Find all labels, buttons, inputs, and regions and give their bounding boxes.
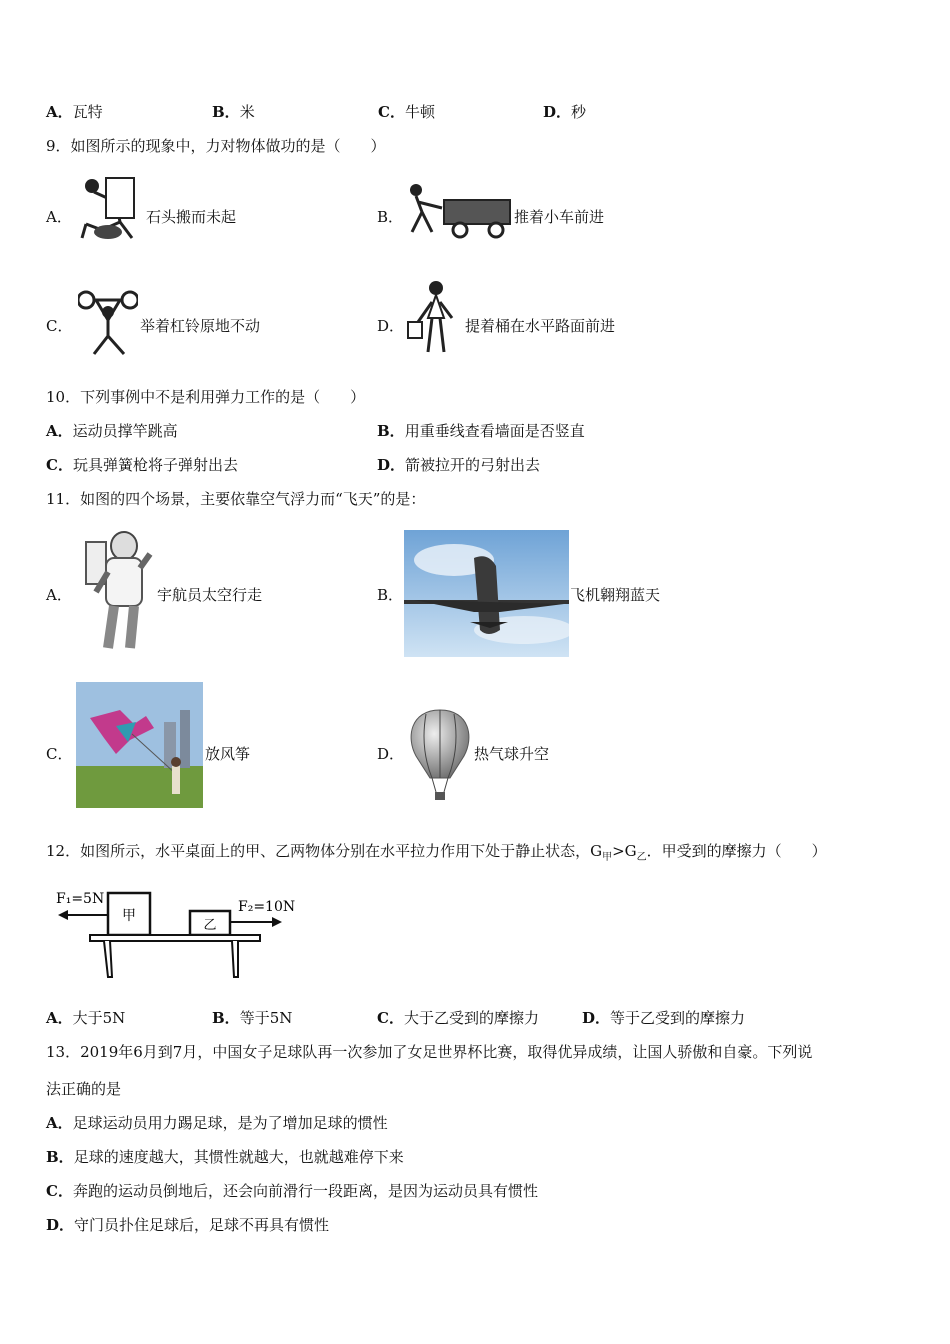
- q9-letter-d: D．: [377, 317, 405, 335]
- q12-option-d: D．等于乙受到的摩擦力: [582, 1009, 746, 1027]
- q11-caption-c: 放风筝: [205, 745, 251, 763]
- q12-force-diagram: [52, 885, 302, 985]
- q8-option-b: B．米: [212, 103, 255, 121]
- q10-option-b: B．用重垂线查看墙面是否竖直: [377, 422, 585, 440]
- q12-option-a: A．大于5N: [46, 1009, 126, 1027]
- q12-option-c: C．大于乙受到的摩擦力: [377, 1009, 539, 1027]
- astronaut-icon: [80, 528, 154, 654]
- q8-option-c: C．牛顿: [378, 103, 435, 121]
- q13-option-b: B．足球的速度越大，其惯性就越大，也就越难停下来: [46, 1148, 404, 1166]
- q11-stem: 11．如图的四个场景，主要依靠空气浮力而“飞天”的是：: [46, 490, 426, 508]
- f1-arrowhead: [58, 910, 68, 920]
- person-carrying-bucket-icon: [404, 278, 464, 358]
- q11-letter-b: B．: [377, 586, 404, 604]
- q13-stem-line1: 13．2019年6月到7月，中国女子足球队再一次参加了女足世界杯比赛，取得优异成绩，让国人骄傲和自豪。下列说: [46, 1043, 813, 1061]
- f2-label: F₂=10N: [238, 899, 296, 915]
- block-jia-label: 甲: [122, 908, 136, 924]
- person-pushing-cart-icon: [402, 182, 514, 242]
- table-leg-left: [104, 941, 112, 977]
- q13-option-a: A．足球运动员用力踢足球，是为了增加足球的惯性: [46, 1114, 388, 1132]
- q12-stem: 12．如图所示，水平桌面上的甲、乙两物体分别在水平拉力作用下处于静止状态，$G_甲>G_乙$．甲受到的摩擦力（ ）: [46, 842, 827, 863]
- q8-option-d: D．秒: [543, 103, 587, 121]
- q9-letter-b: B．: [377, 208, 404, 226]
- weightlifter-icon: [78, 288, 138, 358]
- airplane-photo: [404, 530, 569, 657]
- table-leg-right: [232, 941, 238, 977]
- q13-option-d: D．守门员扑住足球后，足球不再具有惯性: [46, 1216, 330, 1234]
- q9-caption-a: 石头搬而未起: [146, 208, 237, 226]
- q9-letter-a: A．: [46, 208, 72, 226]
- block-yi-label: 乙: [203, 918, 217, 933]
- f2-arrowhead: [272, 917, 282, 927]
- q9-letter-c: C．: [46, 317, 73, 335]
- kite-photo: [76, 682, 203, 808]
- q11-caption-b: 飞机翱翔蓝天: [570, 586, 661, 604]
- q11-letter-a: A．: [46, 586, 72, 604]
- table-top: [90, 935, 260, 941]
- person-lifting-stone-icon: [72, 172, 142, 240]
- q13-option-c: C．奔跑的运动员倒地后，还会向前滑行一段距离，是因为运动员具有惯性: [46, 1182, 538, 1200]
- q9-caption-c: 举着杠铃原地不动: [140, 317, 261, 335]
- hot-air-balloon-icon: [406, 708, 474, 804]
- f1-label: F₁=5N: [56, 891, 105, 907]
- q11-letter-c: C．: [46, 745, 73, 763]
- q10-stem: 10．下列事例中不是利用弹力工作的是（ ）: [46, 388, 366, 406]
- q9-stem: 9．如图所示的现象中，力对物体做功的是（ ）: [46, 137, 386, 155]
- q8-option-a: A．瓦特: [46, 103, 103, 121]
- q12-option-b: B．等于5N: [212, 1009, 293, 1027]
- q13-stem-line2: 法正确的是: [46, 1080, 122, 1098]
- q9-caption-d: 提着桶在水平路面前进: [465, 317, 616, 335]
- q10-option-a: A．运动员撑竿跳高: [46, 422, 178, 440]
- q11-letter-d: D．: [377, 745, 405, 763]
- q11-caption-a: 宇航员太空行走: [157, 586, 263, 604]
- q11-caption-d: 热气球升空: [474, 745, 550, 763]
- q10-option-d: D．箭被拉开的弓射出去: [377, 456, 541, 474]
- q10-option-c: C．玩具弹簧枪将子弹射出去: [46, 456, 238, 474]
- q9-caption-b: 推着小车前进: [514, 208, 605, 226]
